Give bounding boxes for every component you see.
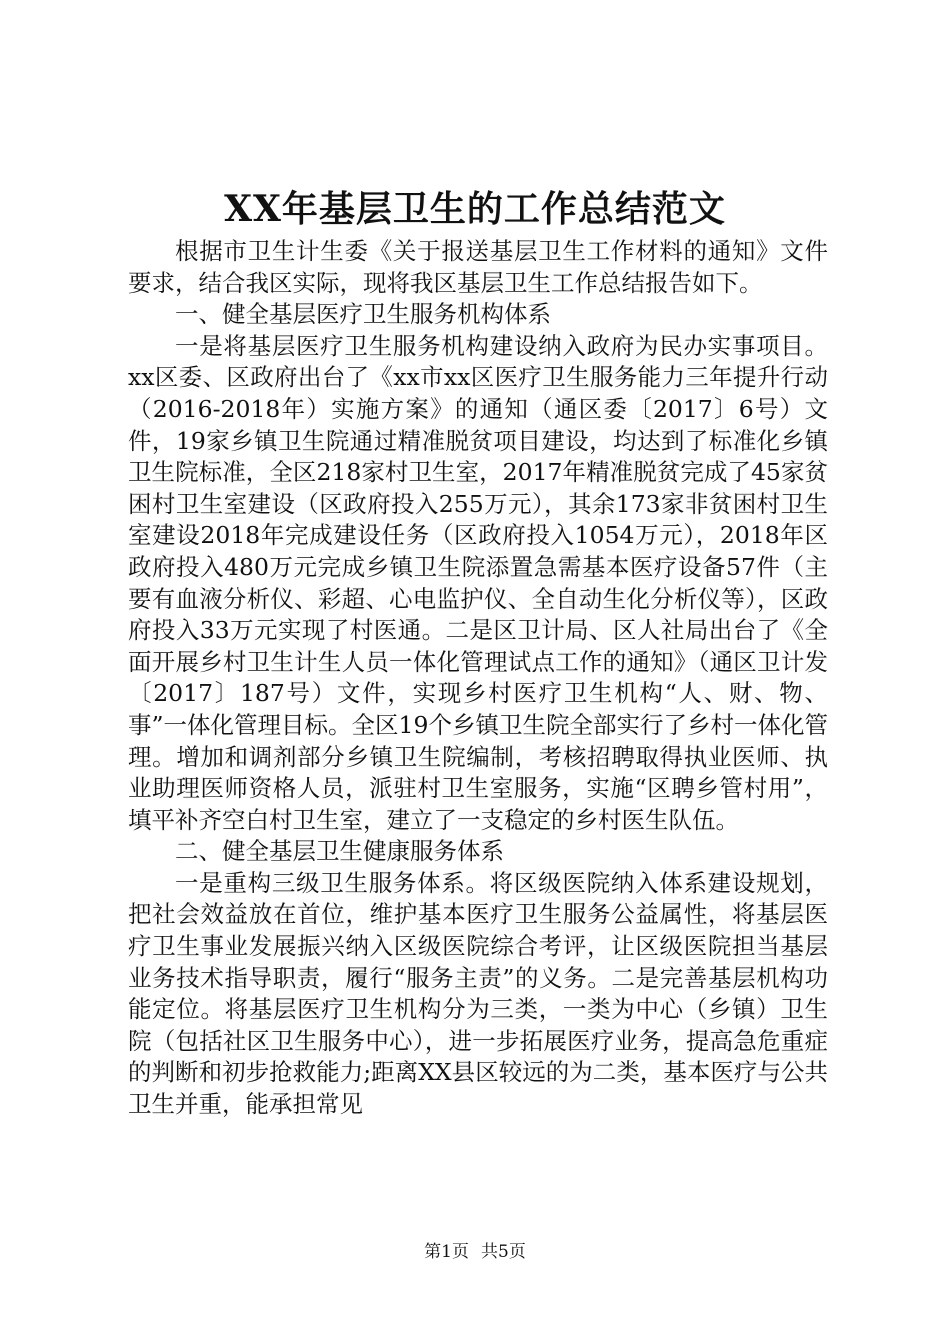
section-heading-1: 一、健全基层医疗卫生服务机构体系 xyxy=(175,300,551,329)
section-heading-2: 二、健全基层卫生健康服务体系 xyxy=(175,837,504,866)
document-title: XX年基层卫生的工作总结范文 xyxy=(224,188,726,230)
page-number: 第1页 xyxy=(424,1242,469,1262)
intro-paragraph: 根据市卫生计生委《关于报送基层卫生工作材料的通知》文件要求，结合我区实际，现将我区基层卫生工作总结报告如下。 xyxy=(128,237,828,297)
section-2-paragraph: 一是重构三级卫生服务体系。将区级医院纳入体系建设规划，把社会效益放在首位，维护基本医疗卫生服务公益属性，将基层医疗卫生事业发展振兴纳入区级医院综合考评，让区级医院担当基层业务技术指导职责，履行“服务主责”的义务。二是完善基层机构功能定位。将基层医疗卫生机构分为三类，一类为中心（乡镇）卫生院（包括社区卫生服务中心），进一步拓展医疗业务，提高急危重症的判断和初步抢救能力;距离XX县区较远的为二类，基本医疗与公共卫生并重，能承担常见 xyxy=(128,868,828,1119)
page-total: 共5页 xyxy=(481,1242,526,1262)
document-body xyxy=(128,236,828,1121)
section-1-paragraph: 一是将基层医疗卫生服务机构建设纳入政府为民办实事项目。xx区委、区政府出台了《xx市xx区医疗卫生服务能力三年提升行动（2016-2018年）实施方案》的通知（通区委〔2017〕6号）文件，19家乡镇卫生院通过精准脱贫项目建设，均达到了标准化乡镇卫生院标准，全区218家村卫生室，2017年精准脱贫完成了45家贫困村卫生室建设（区政府投入255万元），其余173家非贫困村卫生室建设2018年完成建设任务（区政府投入1054万元），2018年区政府投入480万元完成乡镇卫生院添置急需基本医疗设备57件（主要有血液分析仪、彩超、心电监护仪、全自动生化分析仪等），区政府投入33万元实现了村医通。二是区卫计局、区人社局出台了《全面开展乡村卫生计生人员一体化管理试点工作的通知》（通区卫计发〔2017〕187号）文件，实现乡村医疗卫生机构“人、财、物、事”一体化管理目标。全区19个乡镇卫生院全部实行了乡村一体化管理。增加和调剂部分乡镇卫生院编制，考核招聘取得执业医师、执业助理医师资格人员，派驻村卫生室服务，实施“区聘乡管村用”，填平补齐空白村卫生室，建立了一支稳定的乡村医生队伍。 xyxy=(128,331,828,834)
page-footer xyxy=(0,1241,950,1263)
